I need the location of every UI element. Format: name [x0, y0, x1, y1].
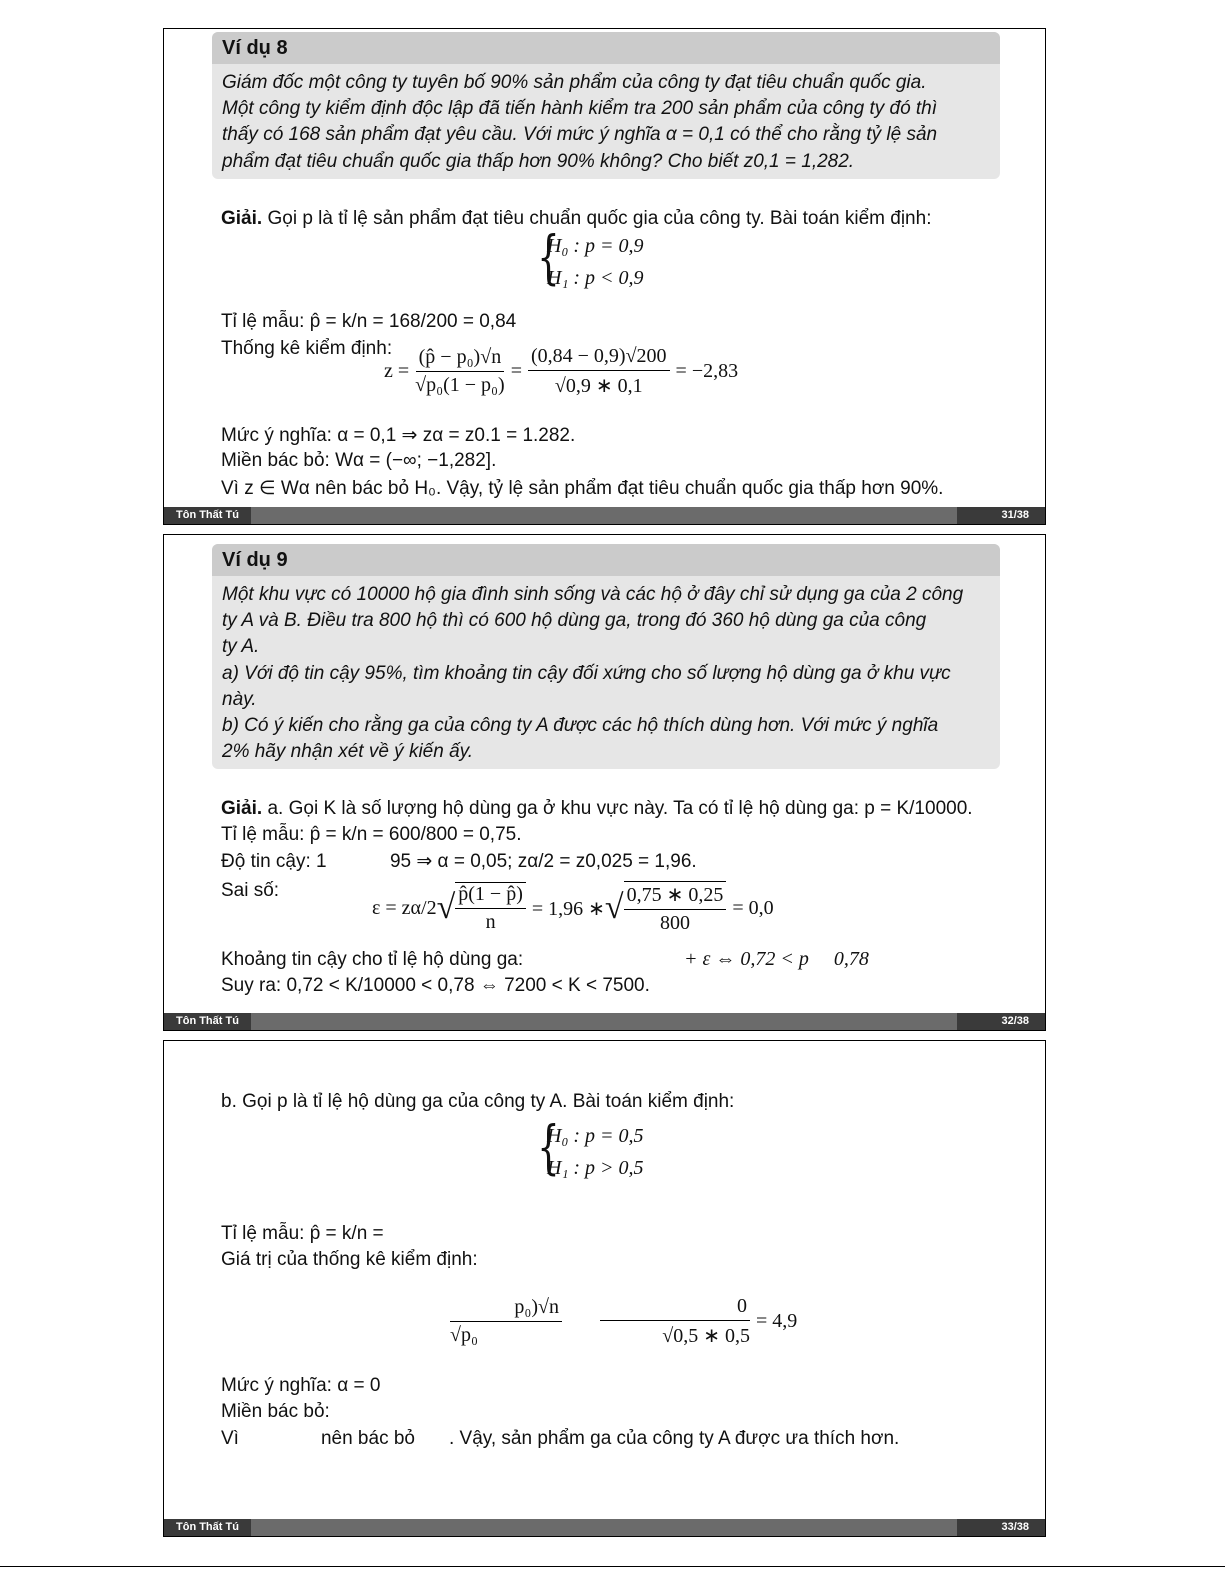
alt-hypothesis: H₁ : p > 0,5	[547, 1157, 644, 1179]
numerator: 0,75 ∗ 0,25	[624, 882, 727, 910]
text-line: Một khu vực có 10000 hộ gia đình sinh sống và các hộ ở đây chỉ sử dụng ga của 2 công	[222, 584, 964, 605]
text-line: 2% hãy nhận xét về ý kiến ấy.	[222, 741, 474, 763]
slide-33	[163, 1040, 1046, 1537]
text-line: ty A và B. Điều tra 800 hộ thì có 600 hộ dùng ga, trong đó 360 hộ dùng ga của công	[222, 610, 927, 632]
result: Suy ra: 0,72 < K/10000 < 0,78 ⇔ 7200 < K < 7500.	[221, 975, 650, 996]
footer-author: Tôn Thất Tú	[164, 1013, 251, 1030]
part-b-intro: b. Gọi p là tỉ lệ hộ dùng ga của công ty A. Bài toán kiểm định:	[221, 1091, 735, 1112]
fraction	[415, 346, 505, 397]
stat-label: Giá trị của thống kê kiểm định:	[221, 1249, 478, 1270]
hypotheses	[547, 1120, 644, 1184]
null-hypothesis: H₀ : p = 0,9	[547, 235, 644, 257]
significance-level: Mức ý nghĩa: α = 0,1 ⇒ zα = z0.1 = 1.282.	[221, 425, 576, 446]
example-title: Ví dụ 8	[212, 32, 1000, 64]
footer-author: Tôn Thất Tú	[164, 507, 251, 524]
page-number: 32/38	[957, 1013, 1045, 1030]
example-text	[212, 576, 1000, 769]
solution-label: Giải.	[221, 208, 263, 229]
significance-level: Mức ý nghĩa: α = 0	[221, 1375, 381, 1396]
stat-label: Thống kê kiểm định:	[221, 338, 393, 359]
example-block	[212, 544, 1000, 769]
numerator: p₀)√n	[450, 1296, 562, 1322]
fraction	[455, 882, 526, 934]
formula-result: = 4,9	[756, 1310, 798, 1332]
text-line: ty A.	[222, 636, 260, 658]
sample-proportion: Tỉ lệ mẫu: p̂ = k/n = 600/800 = 0,75.	[221, 824, 522, 845]
confidence-level: Độ tin cậy: 1 95 ⇒ α = 0,05; zα/2 = z0,025 = 1,96.	[221, 851, 697, 872]
numerator: 0	[600, 1295, 750, 1321]
formula-lhs: ε = zα/2	[372, 896, 437, 919]
solution-text: Gọi p là tỉ lệ sản phẩm đạt tiêu chuẩn quốc gia của công ty. Bài toán kiểm định:	[267, 208, 932, 229]
slide-31	[163, 28, 1046, 525]
footer-author: Tôn Thất Tú	[164, 1519, 251, 1536]
text-line: b) Có ý kiến cho rằng ga của công ty A được các hộ thích dùng hơn. Với mức ý nghĩa	[222, 715, 939, 737]
interval-math: + ε ⇔ 0,72 < p 0,78	[684, 948, 869, 970]
conclusion	[221, 1428, 899, 1450]
slide-footer	[164, 507, 1045, 524]
equals: = 1,96 ∗	[531, 897, 605, 920]
interval-label: Khoảng tin cậy cho tỉ lệ hộ dùng ga:	[221, 949, 524, 970]
hypotheses	[547, 230, 644, 294]
denominator: √0,5 ∗ 0,5	[662, 1325, 750, 1347]
text-line: thấy có 168 sản phẩm đạt yêu cầu. Với mức ý nghĩa α = 0,1 có thể cho rằng tỷ lệ sản	[222, 124, 938, 146]
conclusion-part: nên bác bỏ	[320, 1428, 415, 1449]
text-line: Giám đốc một công ty tuyên bố 90% sản phẩm của công ty đạt tiêu chuẩn quốc gia.	[222, 72, 927, 93]
brace-icon: {	[537, 223, 560, 291]
rejection-region: Miền bác bỏ: Wα = (−∞; −1,282].	[221, 450, 497, 471]
error-formula: ε = zα/2 √ $\frac{p̂(1 - p̂)}{n}$ = 1,96 ∗ √ $\frac{0,75 ∗ 0,25}{800}$ = 0,0	[372, 883, 774, 934]
conclusion-part: Vì	[221, 1428, 239, 1449]
numerator: p̂(1 − p̂)	[455, 883, 526, 909]
fraction	[600, 1295, 750, 1348]
brace-icon: {	[537, 1113, 560, 1181]
page-number: 33/38	[957, 1519, 1045, 1536]
formula-result: = 0,0	[732, 896, 774, 919]
denominator: √p₀(1 − p₀)	[415, 374, 505, 396]
slide-footer	[164, 1519, 1045, 1536]
solution-intro	[221, 798, 973, 820]
page-bottom-rule	[0, 1566, 1225, 1567]
conclusion: Vì z ∈ Wα nên bác bỏ H₀. Vậy, tỷ lệ sản phẩm đạt tiêu chuẩn quốc gia thấp hơn 90%.	[221, 478, 944, 499]
sample-proportion: Tỉ lệ mẫu: p̂ = k/n =	[221, 1223, 384, 1244]
null-hypothesis: H₀ : p = 0,5	[547, 1125, 644, 1147]
solution-label: Giải.	[221, 798, 263, 819]
denominator: n	[485, 911, 496, 933]
solution-intro	[221, 208, 931, 230]
denominator: √p₀	[450, 1324, 478, 1346]
fraction	[624, 881, 727, 935]
page-number: 31/38	[957, 507, 1045, 524]
text-line: phẩm đạt tiêu chuẩn quốc gia thấp hơn 90% không? Cho biết z0,1 = 1,282.	[222, 150, 855, 172]
example-text	[212, 64, 1000, 179]
solution-text: a. Gọi K là số lượng hộ dùng ga ở khu vực này. Ta có tỉ lệ hộ dùng ga: p = K/10000.	[267, 798, 973, 819]
formula-result: = −2,83	[675, 360, 739, 382]
formula-lhs: z =	[384, 360, 410, 382]
denominator: 800	[659, 912, 690, 934]
example-title: Ví dụ 9	[212, 544, 1000, 576]
error-label: Sai số:	[221, 880, 280, 901]
text-line: Một công ty kiểm định độc lập đã tiến hành kiểm tra 200 sản phẩm của công ty đó thì	[222, 98, 938, 120]
numerator: (p̂ − p₀)√n	[416, 346, 505, 372]
text-line: a) Với độ tin cậy 95%, tìm khoảng tin cậy đối xứng cho số lượng hộ dùng ga ở khu vực	[222, 662, 951, 684]
text-line: này.	[222, 688, 257, 710]
z-formula	[384, 345, 738, 398]
slide-footer	[164, 1013, 1045, 1030]
denominator: √0,9 ∗ 0,1	[554, 375, 643, 397]
numerator: (0,84 − 0,9)√200	[528, 345, 670, 371]
z-formula	[444, 1295, 797, 1348]
slide-32	[163, 534, 1046, 1031]
equals: =	[510, 360, 522, 382]
alt-hypothesis: H₁ : p < 0,9	[547, 267, 644, 289]
rejection-region: Miền bác bỏ:	[221, 1401, 330, 1422]
example-block	[212, 32, 1000, 179]
fraction	[450, 1296, 562, 1347]
conclusion-part: . Vậy, sản phẩm ga của công ty A được ưa thích hơn.	[448, 1428, 900, 1449]
fraction	[528, 345, 670, 398]
sample-proportion: Tỉ lệ mẫu: p̂ = k/n = 168/200 = 0,84	[221, 311, 517, 332]
